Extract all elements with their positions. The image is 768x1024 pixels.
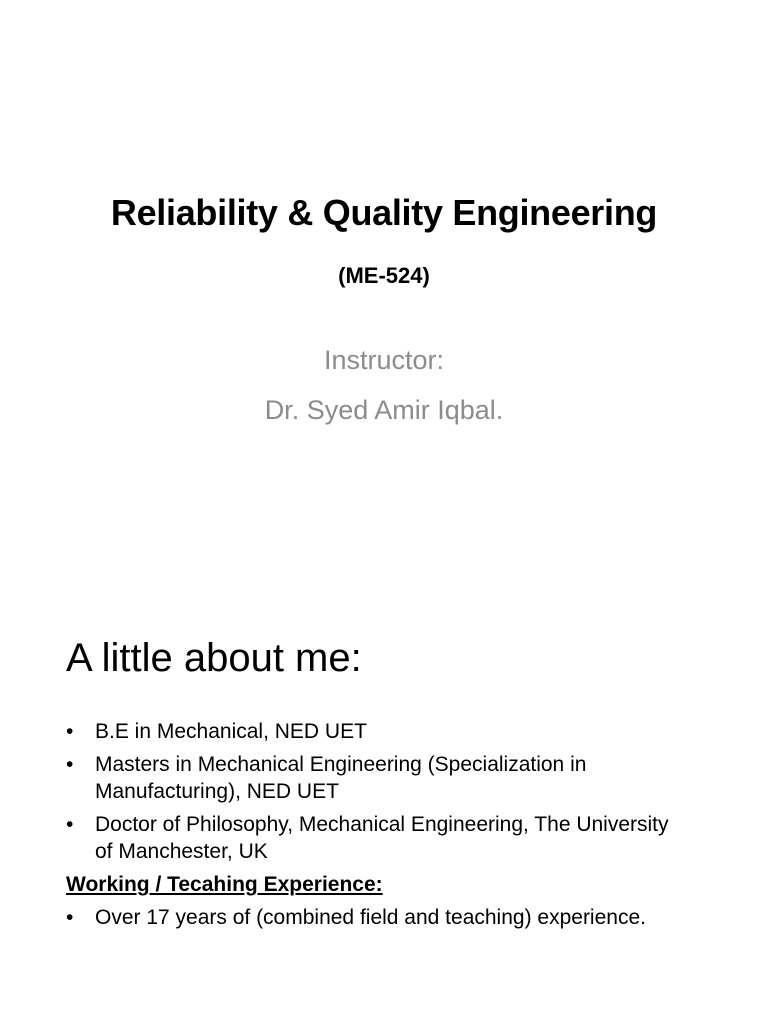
about-heading: A little about me: <box>66 636 362 680</box>
list-item <box>66 904 686 931</box>
about-content <box>66 718 686 937</box>
experience-item: Over 17 years of (combined field and teaching) experience. <box>95 906 646 929</box>
instructor-name: Dr. Syed Amir Iqbal. <box>264 395 504 425</box>
bullet-icon: • <box>66 720 74 743</box>
bullet-icon: • <box>66 813 74 836</box>
education-item: B.E in Mechanical, NED UET <box>95 720 367 743</box>
experience-section-label: Working / Tecahing Experience: <box>66 873 383 896</box>
list-item <box>66 718 686 745</box>
slide-title: Reliability & Quality Engineering <box>110 192 658 233</box>
list-item <box>66 811 686 865</box>
course-code: (ME-524) <box>338 263 430 288</box>
instructor-block <box>0 335 768 435</box>
education-item: Doctor of Philosophy, Mechanical Engineering, The University of Manchester, UK <box>95 813 669 863</box>
education-item: Masters in Mechanical Engineering (Specialization in Manufacturing), NED UET <box>95 753 587 803</box>
bullet-icon: • <box>66 753 74 776</box>
instructor-label: Instructor: <box>323 345 445 375</box>
list-item <box>66 751 686 805</box>
bullet-icon: • <box>66 906 74 929</box>
